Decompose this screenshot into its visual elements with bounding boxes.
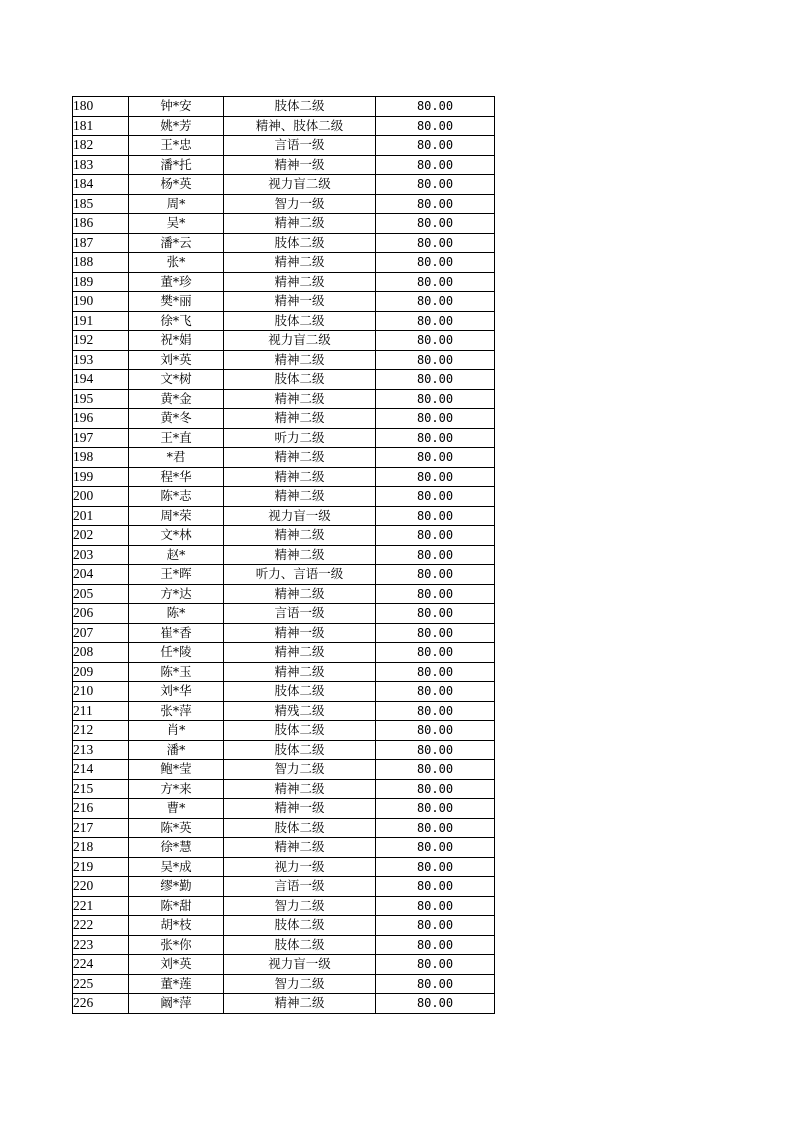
- disability-type: 肢体二级: [224, 916, 376, 936]
- person-name: 陈*玉: [129, 662, 224, 682]
- disability-type: 精神一级: [224, 155, 376, 175]
- subsidy-amount: 80.00: [376, 623, 495, 643]
- subsidy-amount: 80.00: [376, 916, 495, 936]
- person-name: 董*珍: [129, 272, 224, 292]
- person-name: 胡*枝: [129, 916, 224, 936]
- row-number: 214: [73, 760, 129, 780]
- row-number: 195: [73, 389, 129, 409]
- disability-type: 视力一级: [224, 857, 376, 877]
- table-row: [73, 136, 495, 156]
- row-number: 206: [73, 604, 129, 624]
- row-number: 193: [73, 350, 129, 370]
- disability-type: 精神二级: [224, 994, 376, 1014]
- disability-type: 精神二级: [224, 409, 376, 429]
- row-number: 210: [73, 682, 129, 702]
- person-name: 王*直: [129, 428, 224, 448]
- row-number: 221: [73, 896, 129, 916]
- row-number: 184: [73, 175, 129, 195]
- table-row: [73, 877, 495, 897]
- row-number: 226: [73, 994, 129, 1014]
- subsidy-amount: 80.00: [376, 292, 495, 312]
- disability-type: 肢体二级: [224, 233, 376, 253]
- person-name: 黄*冬: [129, 409, 224, 429]
- disability-type: 言语一级: [224, 877, 376, 897]
- table-row: [73, 818, 495, 838]
- subsidy-amount: 80.00: [376, 487, 495, 507]
- person-name: 任*陵: [129, 643, 224, 663]
- table-row: [73, 643, 495, 663]
- person-name: 方*来: [129, 779, 224, 799]
- row-number: 223: [73, 935, 129, 955]
- row-number: 203: [73, 545, 129, 565]
- subsidy-amount: 80.00: [376, 175, 495, 195]
- subsidy-amount: 80.00: [376, 97, 495, 117]
- row-number: 202: [73, 526, 129, 546]
- table-row: [73, 799, 495, 819]
- disability-type: 精神一级: [224, 799, 376, 819]
- person-name: 周*: [129, 194, 224, 214]
- table-row: [73, 155, 495, 175]
- subsidy-amount: 80.00: [376, 155, 495, 175]
- table-row: [73, 467, 495, 487]
- row-number: 208: [73, 643, 129, 663]
- table-row: [73, 194, 495, 214]
- person-name: 周*荣: [129, 506, 224, 526]
- person-name: 刘*华: [129, 682, 224, 702]
- disability-type: 听力、言语一级: [224, 565, 376, 585]
- person-name: 吴*: [129, 214, 224, 234]
- table-row: [73, 701, 495, 721]
- disability-type: 肢体二级: [224, 311, 376, 331]
- person-name: 董*莲: [129, 974, 224, 994]
- person-name: 程*华: [129, 467, 224, 487]
- subsidy-amount: 80.00: [376, 448, 495, 468]
- disability-type: 精神二级: [224, 253, 376, 273]
- subsidy-amount: 80.00: [376, 799, 495, 819]
- person-name: 刘*英: [129, 350, 224, 370]
- row-number: 189: [73, 272, 129, 292]
- row-number: 191: [73, 311, 129, 331]
- disability-type: 精神二级: [224, 662, 376, 682]
- table-row: [73, 292, 495, 312]
- disability-type: 智力二级: [224, 896, 376, 916]
- table-row: [73, 428, 495, 448]
- table-row: [73, 857, 495, 877]
- person-name: 缪*勤: [129, 877, 224, 897]
- disability-type: 视力盲一级: [224, 955, 376, 975]
- table-body: [73, 97, 495, 1014]
- disability-type: 精神一级: [224, 623, 376, 643]
- row-number: 217: [73, 818, 129, 838]
- table-row: [73, 97, 495, 117]
- person-name: 樊*丽: [129, 292, 224, 312]
- subsidy-amount: 80.00: [376, 389, 495, 409]
- person-name: 潘*托: [129, 155, 224, 175]
- table-row: [73, 214, 495, 234]
- person-name: 杨*英: [129, 175, 224, 195]
- table-row: [73, 896, 495, 916]
- disability-type: 精神二级: [224, 643, 376, 663]
- person-name: 文*树: [129, 370, 224, 390]
- person-name: 徐*慧: [129, 838, 224, 858]
- subsidy-amount: 80.00: [376, 584, 495, 604]
- row-number: 225: [73, 974, 129, 994]
- disability-type: 肢体二级: [224, 740, 376, 760]
- subsidy-amount: 80.00: [376, 643, 495, 663]
- row-number: 183: [73, 155, 129, 175]
- table-row: [73, 526, 495, 546]
- subsidy-amount: 80.00: [376, 779, 495, 799]
- disability-type: 精神二级: [224, 526, 376, 546]
- disability-type: 肢体二级: [224, 721, 376, 741]
- disability-type: 言语一级: [224, 604, 376, 624]
- disability-type: 智力二级: [224, 760, 376, 780]
- table-row: [73, 721, 495, 741]
- table-row: [73, 584, 495, 604]
- subsidy-amount: 80.00: [376, 857, 495, 877]
- subsidy-amount: 80.00: [376, 994, 495, 1014]
- disability-type: 精神二级: [224, 214, 376, 234]
- row-number: 201: [73, 506, 129, 526]
- person-name: 张*: [129, 253, 224, 273]
- table-row: [73, 175, 495, 195]
- subsidy-amount: 80.00: [376, 350, 495, 370]
- table-row: [73, 389, 495, 409]
- subsidy-amount: 80.00: [376, 740, 495, 760]
- subsidy-amount: 80.00: [376, 565, 495, 585]
- table-row: [73, 233, 495, 253]
- person-name: 姚*芳: [129, 116, 224, 136]
- row-number: 207: [73, 623, 129, 643]
- person-name: 崔*香: [129, 623, 224, 643]
- disability-type: 精神二级: [224, 838, 376, 858]
- person-name: 陈*志: [129, 487, 224, 507]
- disability-type: 精神一级: [224, 292, 376, 312]
- subsidy-amount: 80.00: [376, 682, 495, 702]
- person-name: 陈*甜: [129, 896, 224, 916]
- table-row: [73, 682, 495, 702]
- table-row: [73, 272, 495, 292]
- disability-type: 精神二级: [224, 545, 376, 565]
- subsidy-amount: 80.00: [376, 253, 495, 273]
- table-row: [73, 838, 495, 858]
- person-name: 刘*英: [129, 955, 224, 975]
- row-number: 180: [73, 97, 129, 117]
- disability-type: 精神二级: [224, 448, 376, 468]
- row-number: 209: [73, 662, 129, 682]
- subsidy-amount: 80.00: [376, 545, 495, 565]
- subsidy-amount: 80.00: [376, 604, 495, 624]
- row-number: 200: [73, 487, 129, 507]
- subsidy-amount: 80.00: [376, 467, 495, 487]
- row-number: 224: [73, 955, 129, 975]
- row-number: 218: [73, 838, 129, 858]
- subsidy-table: [72, 96, 495, 1014]
- table-row: [73, 974, 495, 994]
- person-name: 潘*: [129, 740, 224, 760]
- table-row: [73, 955, 495, 975]
- row-number: 205: [73, 584, 129, 604]
- row-number: 190: [73, 292, 129, 312]
- disability-type: 视力盲二级: [224, 331, 376, 351]
- subsidy-amount: 80.00: [376, 272, 495, 292]
- person-name: *君: [129, 448, 224, 468]
- subsidy-amount: 80.00: [376, 526, 495, 546]
- disability-type: 视力盲二级: [224, 175, 376, 195]
- table-row: [73, 760, 495, 780]
- subsidy-amount: 80.00: [376, 935, 495, 955]
- disability-type: 听力二级: [224, 428, 376, 448]
- table-row: [73, 779, 495, 799]
- person-name: 张*萍: [129, 701, 224, 721]
- subsidy-amount: 80.00: [376, 311, 495, 331]
- table-row: [73, 506, 495, 526]
- table-row: [73, 623, 495, 643]
- disability-type: 精神二级: [224, 389, 376, 409]
- person-name: 方*达: [129, 584, 224, 604]
- row-number: 194: [73, 370, 129, 390]
- row-number: 215: [73, 779, 129, 799]
- person-name: 徐*飞: [129, 311, 224, 331]
- table-row: [73, 565, 495, 585]
- person-name: 王*晖: [129, 565, 224, 585]
- person-name: 黄*金: [129, 389, 224, 409]
- disability-type: 精神二级: [224, 272, 376, 292]
- disability-type: 精神二级: [224, 584, 376, 604]
- row-number: 181: [73, 116, 129, 136]
- table-row: [73, 662, 495, 682]
- person-name: 钟*安: [129, 97, 224, 117]
- subsidy-amount: 80.00: [376, 701, 495, 721]
- table-row: [73, 604, 495, 624]
- table-row: [73, 350, 495, 370]
- disability-type: 精神、肢体二级: [224, 116, 376, 136]
- table-row: [73, 916, 495, 936]
- table-row: [73, 740, 495, 760]
- person-name: 阚*萍: [129, 994, 224, 1014]
- subsidy-amount: 80.00: [376, 428, 495, 448]
- disability-type: 视力盲一级: [224, 506, 376, 526]
- row-number: 188: [73, 253, 129, 273]
- subsidy-amount: 80.00: [376, 662, 495, 682]
- person-name: 陈*英: [129, 818, 224, 838]
- person-name: 文*林: [129, 526, 224, 546]
- person-name: 陈*: [129, 604, 224, 624]
- subsidy-amount: 80.00: [376, 214, 495, 234]
- disability-type: 精残二级: [224, 701, 376, 721]
- subsidy-amount: 80.00: [376, 331, 495, 351]
- row-number: 187: [73, 233, 129, 253]
- table-row: [73, 487, 495, 507]
- subsidy-amount: 80.00: [376, 721, 495, 741]
- table-row: [73, 370, 495, 390]
- row-number: 182: [73, 136, 129, 156]
- table-row: [73, 448, 495, 468]
- disability-type: 精神二级: [224, 467, 376, 487]
- person-name: 祝*娟: [129, 331, 224, 351]
- disability-type: 言语一级: [224, 136, 376, 156]
- person-name: 吴*成: [129, 857, 224, 877]
- row-number: 197: [73, 428, 129, 448]
- row-number: 204: [73, 565, 129, 585]
- disability-type: 肢体二级: [224, 370, 376, 390]
- table-row: [73, 311, 495, 331]
- person-name: 潘*云: [129, 233, 224, 253]
- person-name: 赵*: [129, 545, 224, 565]
- table-row: [73, 116, 495, 136]
- person-name: 张*你: [129, 935, 224, 955]
- person-name: 王*忠: [129, 136, 224, 156]
- disability-type: 智力二级: [224, 974, 376, 994]
- table-row: [73, 331, 495, 351]
- disability-type: 肢体二级: [224, 682, 376, 702]
- row-number: 211: [73, 701, 129, 721]
- disability-type: 智力一级: [224, 194, 376, 214]
- row-number: 198: [73, 448, 129, 468]
- subsidy-amount: 80.00: [376, 194, 495, 214]
- table-row: [73, 409, 495, 429]
- disability-type: 精神二级: [224, 487, 376, 507]
- row-number: 186: [73, 214, 129, 234]
- person-name: 曹*: [129, 799, 224, 819]
- row-number: 219: [73, 857, 129, 877]
- table-row: [73, 253, 495, 273]
- subsidy-amount: 80.00: [376, 136, 495, 156]
- subsidy-amount: 80.00: [376, 370, 495, 390]
- subsidy-amount: 80.00: [376, 116, 495, 136]
- subsidy-amount: 80.00: [376, 955, 495, 975]
- disability-type: 肢体二级: [224, 935, 376, 955]
- subsidy-amount: 80.00: [376, 896, 495, 916]
- person-name: 肖*: [129, 721, 224, 741]
- row-number: 213: [73, 740, 129, 760]
- disability-type: 精神二级: [224, 779, 376, 799]
- table-row: [73, 994, 495, 1014]
- table-row: [73, 545, 495, 565]
- disability-type: 精神二级: [224, 350, 376, 370]
- row-number: 192: [73, 331, 129, 351]
- subsidy-amount: 80.00: [376, 760, 495, 780]
- subsidy-amount: 80.00: [376, 818, 495, 838]
- row-number: 222: [73, 916, 129, 936]
- disability-type: 肢体二级: [224, 97, 376, 117]
- subsidy-amount: 80.00: [376, 233, 495, 253]
- row-number: 199: [73, 467, 129, 487]
- subsidy-amount: 80.00: [376, 877, 495, 897]
- subsidy-amount: 80.00: [376, 838, 495, 858]
- person-name: 鲍*莹: [129, 760, 224, 780]
- table-row: [73, 935, 495, 955]
- row-number: 196: [73, 409, 129, 429]
- row-number: 220: [73, 877, 129, 897]
- row-number: 185: [73, 194, 129, 214]
- row-number: 212: [73, 721, 129, 741]
- subsidy-amount: 80.00: [376, 409, 495, 429]
- disability-type: 肢体二级: [224, 818, 376, 838]
- subsidy-amount: 80.00: [376, 506, 495, 526]
- subsidy-amount: 80.00: [376, 974, 495, 994]
- row-number: 216: [73, 799, 129, 819]
